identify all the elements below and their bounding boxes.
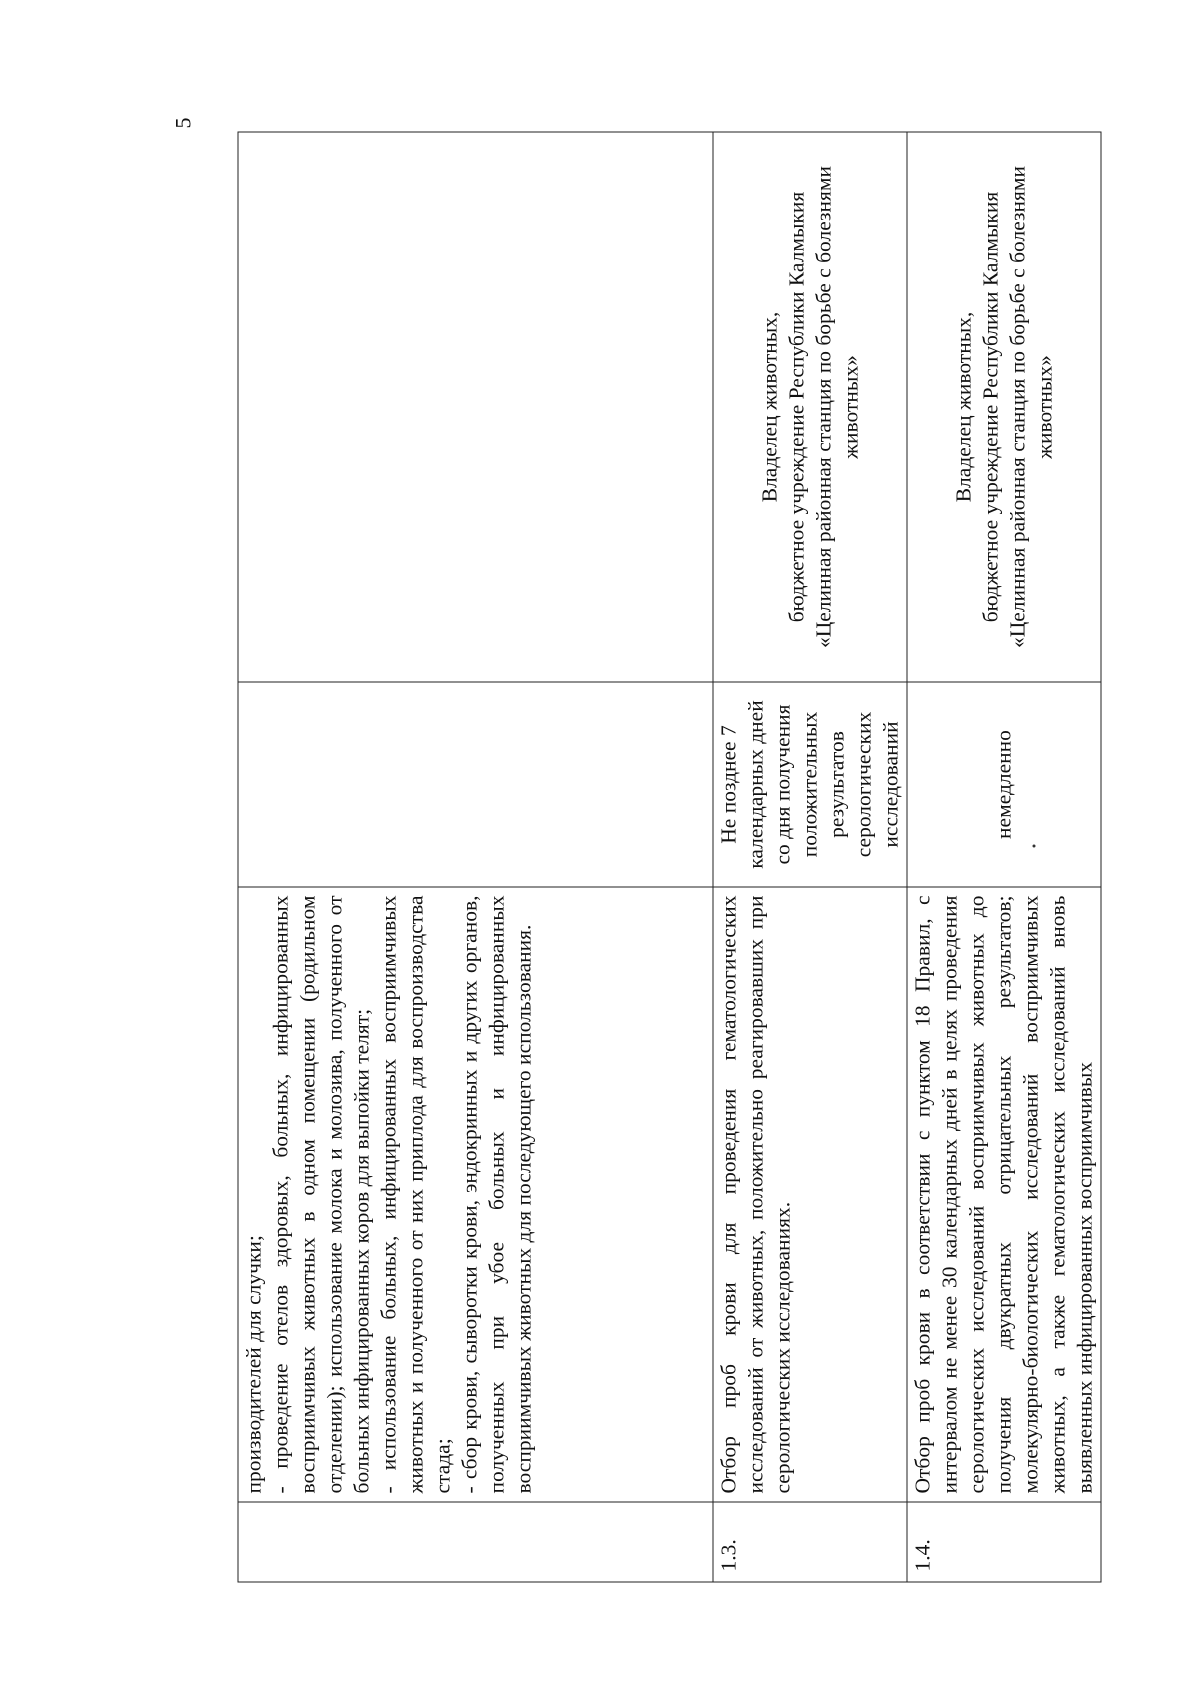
responsible-cell	[907, 132, 1101, 682]
responsible-cell	[713, 132, 907, 682]
row-number: 1.4.	[907, 1502, 1101, 1582]
rotated-page	[163, 98, 1097, 1618]
table-row	[713, 132, 907, 1582]
measure-line: - сбор крови, сыворотки крови, эндокринных и других органов, полученных при убое больных и инфицированных восприимчивых животных для последующего использования.	[457, 895, 536, 1494]
term-cell	[238, 682, 713, 887]
measure-cell	[713, 887, 907, 1502]
measure-cell	[907, 887, 1101, 1502]
measure-line: Отбор проб крови в соответствии с пунктом 18 Правил, с интервалом не менее 30 календарных дней в целях проведения серологических исследований восприимчивых животных до получения двукратных отрицательных результатов; молекулярно-биологических исследований восприимчивых животных, а также гематологических исследований вновь выявленных инфицированных восприимчивых	[910, 895, 1097, 1494]
row-number	[238, 1502, 713, 1582]
term-cell: немедленно	[907, 682, 1101, 887]
responsible-line: бюджетное учреждение Республики Калмыкия «Целинная районная станция по борьбе с болезнями животных»	[784, 165, 862, 649]
measures-table	[238, 132, 1102, 1583]
table-row	[907, 132, 1101, 1582]
page-number: 5	[170, 117, 196, 129]
responsible-line: Владелец животных,	[757, 311, 781, 503]
table-row	[238, 132, 713, 1582]
responsible-line: бюджетное учреждение Республики Калмыкия «Целинная районная станция по борьбе с болезнями животных»	[978, 165, 1056, 649]
measure-line: - проведение отелов здоровых, больных, инфицированных восприимчивых животных в одном помещении (родильном отделении); использование молока и молозива, полученного от больных инфицированных коров для выпойки телят;	[268, 895, 374, 1494]
measure-line: производителей для случки;	[241, 1235, 266, 1494]
measure-cell	[238, 887, 713, 1502]
responsible-cell	[238, 132, 713, 682]
measure-line: - использование больных, инфицированных восприимчивых животных и полученного от них приплода для воспроизводства стада;	[376, 895, 455, 1494]
term-cell: Не позднее 7 календарных дней со дня получения положительных результатов серологических исследований	[713, 682, 907, 887]
measure-line: Отбор проб крови для проведения гематологических исследований от животных, положительно реагировавших при серологических исследованиях.	[716, 895, 795, 1494]
responsible-line: Владелец животных,	[951, 311, 975, 503]
row-number: 1.3.	[713, 1502, 907, 1582]
